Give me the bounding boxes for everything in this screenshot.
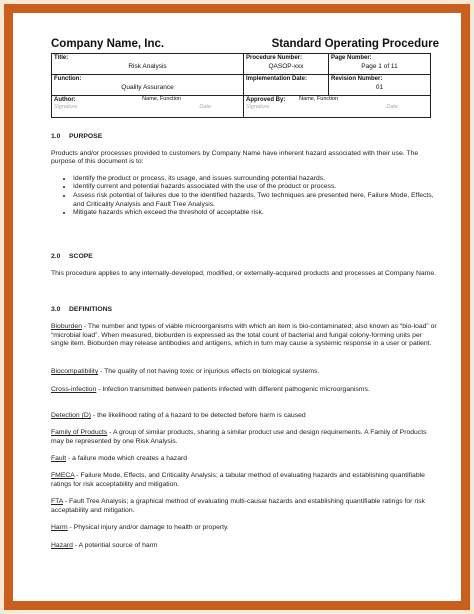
implementation-date-cell [244,75,329,96]
definition-term: Bioburden [51,323,82,330]
company-name: Company Name, Inc. [51,38,165,50]
function-value: Quality Assurance [121,84,174,91]
author-date: Date [199,104,211,110]
definition-item [51,472,439,489]
definition-term: Hazard [51,542,73,549]
definition-item [51,429,439,446]
section-title: SCOPE [69,253,93,260]
definition-item [51,542,439,551]
definition-text: - Physical injury and/or damage to health or property. [67,524,229,531]
approved-by-signature: Signature [246,104,270,110]
definition-term: Family of Products [51,429,108,436]
definition-item [51,323,439,349]
procedure-number-label: Procedure Number: [246,55,303,61]
approved-by-cell [244,96,431,118]
list-item: • Identify current and potential hazards associated with the use of the product or process. [73,183,439,192]
definition-term: Detection (D) [51,412,92,419]
definition-term: Harm [51,524,68,531]
scope-text: This procedure applies to any internally-developed, modified, or externally-acquired products and processes at Company Name. [51,269,436,277]
approved-by-name: Name, Function [299,96,338,102]
page-number-label: Page Number: [331,55,372,61]
list-item: • Identify the product or process, its usage, and issues surrounding potential hazards. [73,175,439,184]
definition-text: - Failure Mode, Effects, and Criticality Analysis; a tabular method of evaluating hazards and establishing quantifiable ratings for risk acceptability and mitigation. [51,472,425,488]
revision-number-cell [329,75,431,96]
definition-text: - A group of similar products, sharing a similar product use and design requirements. A Family of Products may be represented by one Risk Analysis. [51,429,427,445]
page-border [4,4,470,610]
definition-item [51,412,439,421]
title-value: Risk Analysis [128,63,167,70]
revision-number-label: Revision Number: [331,76,383,82]
definition-text: - A potential source of harm [72,542,158,549]
title-label: Title: [54,55,69,61]
title-row [51,38,439,52]
sop-title: Standard Operating Procedure [271,38,439,50]
definition-item [51,386,439,395]
author-signature: Signature [54,104,78,110]
section-title: DEFINITIONS [69,306,113,313]
page-number-cell [329,54,431,75]
definition-term: Cross-infection [51,386,97,393]
scope-section [51,253,439,278]
definition-item [51,498,439,515]
section-heading-purpose [51,133,439,142]
definition-text: - a failure mode which creates a hazard [66,455,188,462]
page-number-value: Page 1 of 11 [361,63,398,70]
definition-term: FMECA [51,472,75,479]
definition-text: - Fault Tree Analysis; a graphical method of evaluating multi-causal hazards and establishing quantifiable ratings for risk acceptability and mitigation. [51,498,425,514]
section-heading-definitions [51,306,439,315]
revision-number-value: 01 [375,84,384,91]
title-cell [52,54,244,75]
section-number: 3.0 [51,306,61,313]
procedure-number-cell [244,54,329,75]
definition-text: - Infection transmitted between patients infected with different pathogenic microorganisms. [96,386,370,393]
author-name: Name, Function [142,96,181,102]
definition-item [51,368,439,377]
list-item: • Mitigate hazards which exceed the threshold of acceptable risk. [73,209,439,218]
function-label: Function: [54,76,82,82]
approved-by-label: Approved By: [246,97,286,103]
purpose-bullet-list [51,175,439,218]
section-title: PURPOSE [69,133,103,140]
section-heading-scope [51,253,439,262]
definition-text: - The quality of not having toxic or injurious effects on biological systems. [98,368,320,375]
definition-term: FTA [51,498,63,505]
author-cell [52,96,244,118]
section-number: 1.0 [51,133,61,140]
definitions-section [51,306,439,315]
definition-item [51,524,439,533]
document-page [13,13,461,601]
definition-text: - The number and types of viable microorganisms with which an item is bio-contaminated; also known as “bio-load” or “microbial load”. When measured, bioburden is expressed as the total count of bacterial and fungal colony-forming units per single item. Bioburden may release antibodies and antigens, which in turn may cause a systemic response in a user or patient. [51,323,437,348]
implementation-date-label: Implementation Date: [246,76,308,82]
definition-term: Fault [51,455,67,462]
list-item: • Assess risk potential of failures due to the identified hazards. Two techniques are presented here, Failure Mode, Effects, and Criticality Analysis and Fault Tree Analysis. [73,192,439,209]
section-number: 2.0 [51,253,61,260]
definition-term: Biocompatibility [51,368,99,375]
definition-text: - the likelihood rating of a hazard to be detected before harm is caused [91,412,306,419]
purpose-section [51,133,439,218]
purpose-intro: Products and/or processes provided to customers by Company Name have inherent hazard associated with their use. The purpose of this document is to: [51,149,419,166]
approved-by-date: Date [386,104,398,110]
author-label: Author: [54,97,76,103]
definition-item [51,455,439,464]
procedure-number-value: QASOP-xxx [268,63,304,70]
function-cell [52,75,244,96]
header-table [51,53,431,118]
